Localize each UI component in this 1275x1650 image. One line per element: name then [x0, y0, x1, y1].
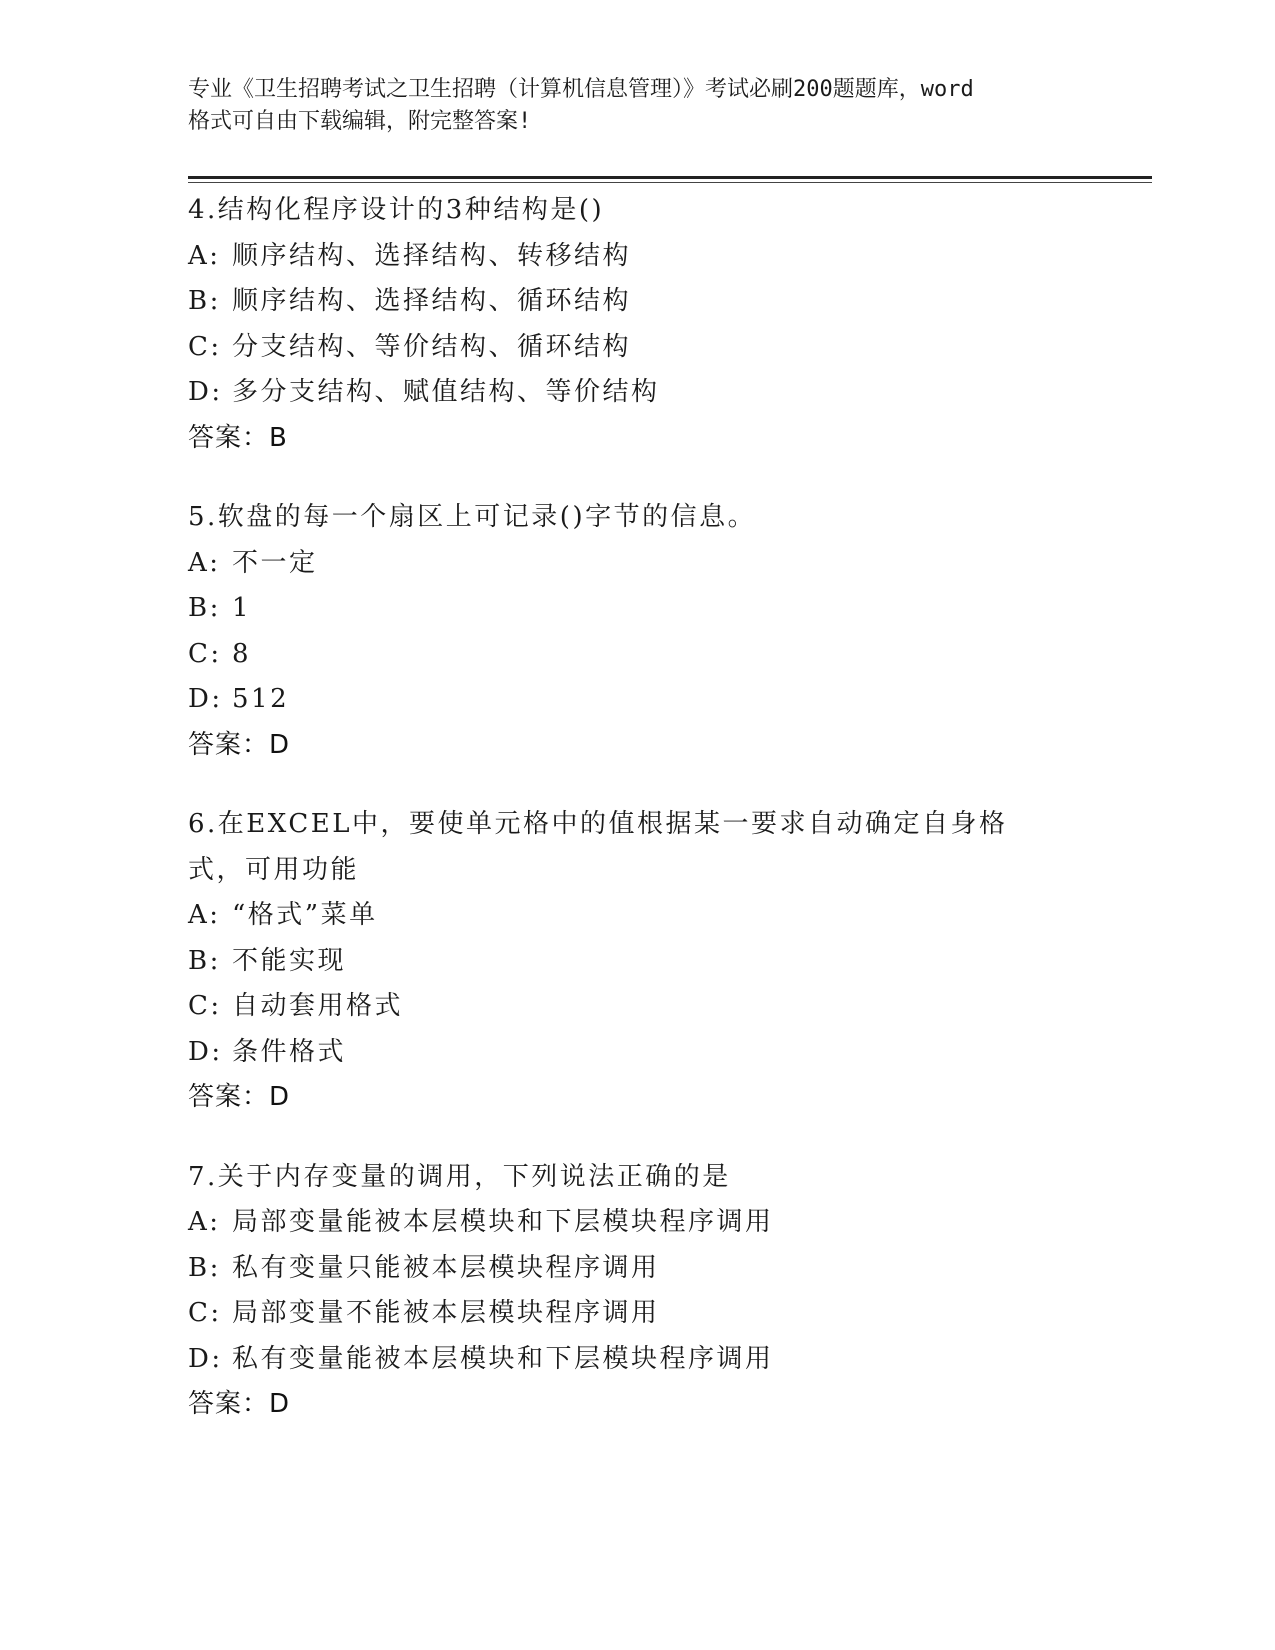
option-letter: A:	[188, 900, 221, 930]
option-letter: B:	[188, 1252, 221, 1283]
option-d	[188, 1030, 1088, 1076]
option-letter: D:	[188, 1036, 223, 1067]
option-letter: D:	[188, 1343, 223, 1374]
option-b	[188, 586, 1088, 632]
option-text: 分支结构、等价结构、循环结构	[232, 331, 632, 362]
option-text: 1	[232, 593, 252, 623]
option-text: 局部变量不能被本层模块程序调用	[232, 1298, 660, 1328]
option-letter: B:	[188, 286, 221, 316]
option-d	[188, 370, 1088, 416]
option-b	[188, 1246, 1088, 1292]
header-line-2: 格式可自由下载编辑，附完整答案!	[188, 109, 532, 134]
question-stem: 6.在EXCEL中，要使单元格中的值根据某一要求自动确定自身格式，可用功能	[188, 809, 1008, 885]
option-text: 顺序结构、选择结构、循环结构	[232, 286, 632, 316]
question-7	[188, 1155, 1088, 1428]
answer-line: 答案：D	[188, 729, 291, 760]
option-d	[188, 1337, 1088, 1383]
question-stem: 7.关于内存变量的调用，下列说法正确的是	[188, 1161, 731, 1192]
question-5	[188, 495, 1088, 768]
option-text: 私有变量能被本层模块和下层模块程序调用	[232, 1343, 774, 1374]
option-letter: A:	[188, 547, 221, 578]
option-letter: C:	[188, 1298, 222, 1328]
option-text: 顺序结构、选择结构、转移结构	[232, 240, 632, 271]
question-6	[188, 802, 1088, 1121]
option-b	[188, 279, 1088, 325]
option-text: 私有变量只能被本层模块程序调用	[232, 1252, 660, 1283]
option-text: 512	[232, 684, 290, 714]
option-letter: D:	[188, 377, 223, 407]
option-text: 局部变量能被本层模块和下层模块程序调用	[232, 1207, 774, 1237]
option-b	[188, 939, 1088, 985]
option-letter: B:	[188, 593, 221, 623]
question-4	[188, 188, 1088, 461]
option-text: “格式”菜单	[232, 900, 378, 930]
option-c	[188, 632, 1088, 678]
document-header	[188, 74, 1088, 138]
answer-line: 答案：D	[188, 1082, 291, 1112]
option-a	[188, 893, 1088, 939]
answer-line: 答案：D	[188, 1389, 291, 1419]
option-text: 自动套用格式	[232, 991, 404, 1021]
question-stem: 5.软盘的每一个扇区上可记录()字节的信息。	[188, 502, 757, 532]
option-letter: A:	[188, 240, 221, 271]
option-text: 8	[232, 638, 252, 669]
header-divider-thin	[188, 182, 1152, 183]
option-letter: B:	[188, 945, 221, 976]
option-a	[188, 1200, 1088, 1246]
option-letter: C:	[188, 638, 222, 669]
option-text: 多分支结构、赋值结构、等价结构	[232, 377, 660, 407]
option-c	[188, 325, 1088, 371]
option-letter: C:	[188, 991, 222, 1021]
option-text: 不一定	[232, 547, 318, 578]
header-line-1: 专业《卫生招聘考试之卫生招聘（计算机信息管理）》考试必刷200题题库，word	[188, 77, 974, 102]
question-list	[188, 188, 1088, 1462]
question-stem: 4.结构化程序设计的3种结构是()	[188, 195, 605, 225]
option-letter: D:	[188, 684, 223, 714]
option-letter: C:	[188, 331, 222, 362]
option-c	[188, 1291, 1088, 1337]
option-c	[188, 984, 1088, 1030]
header-divider-thick	[188, 176, 1152, 179]
option-letter: A:	[188, 1207, 221, 1237]
option-text: 条件格式	[232, 1036, 347, 1067]
answer-line: 答案：B	[188, 422, 288, 453]
option-a	[188, 541, 1088, 587]
option-d	[188, 677, 1088, 723]
option-text: 不能实现	[232, 945, 347, 976]
option-a	[188, 234, 1088, 280]
